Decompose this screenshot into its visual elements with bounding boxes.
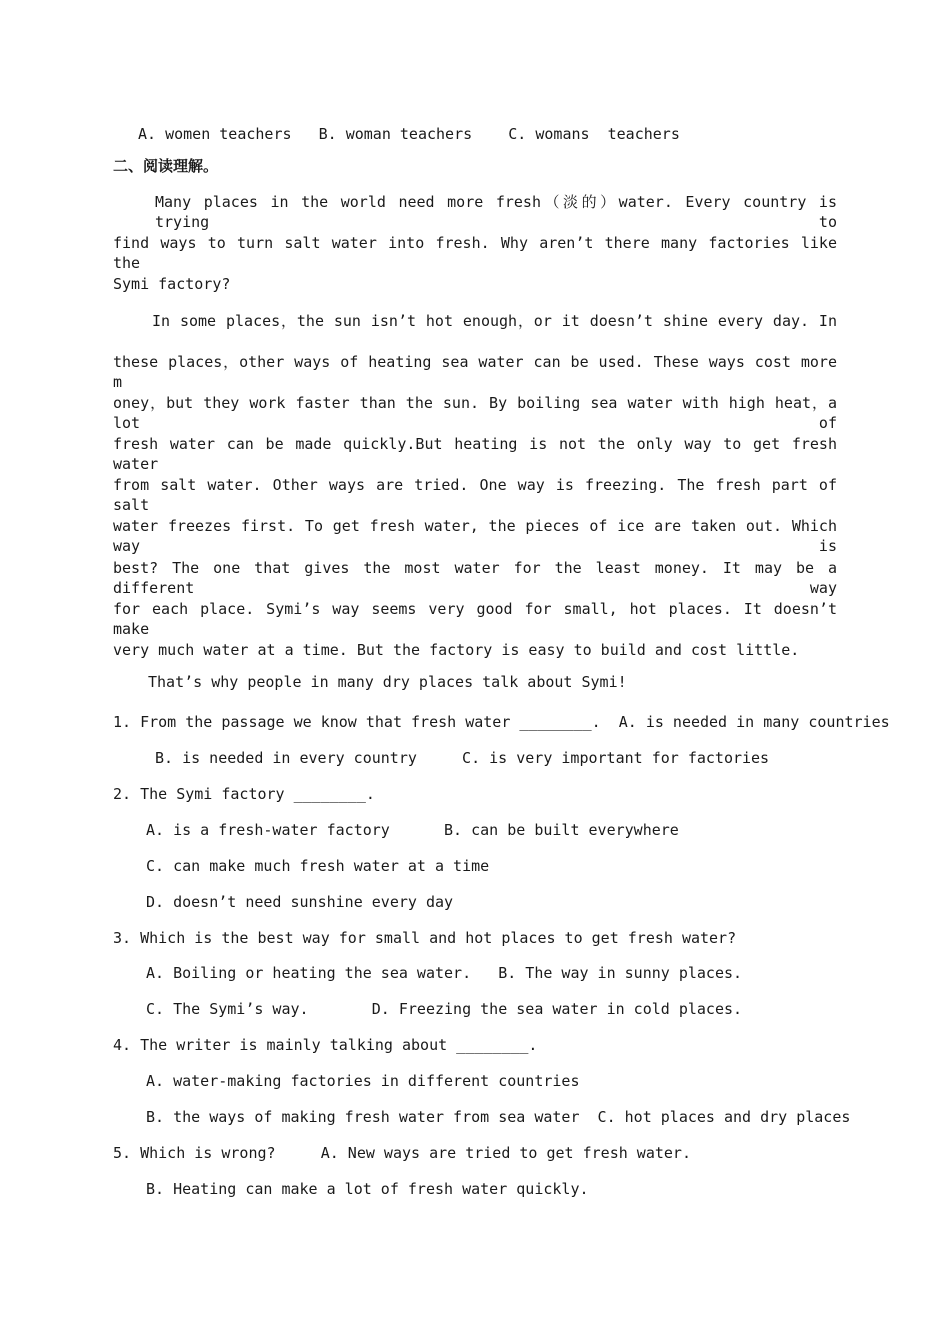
passage-line: best? The one that gives the most water for the least money. It may be a different way xyxy=(113,559,837,597)
question-options: B. is needed in every country C. is very important for factories xyxy=(155,749,770,767)
question-stem: 5. Which is wrong? A. New ways are tried to get fresh water. xyxy=(113,1144,691,1162)
question-options: A. water-making factories in different countries xyxy=(146,1072,580,1090)
question-options: A. is a fresh-water factory B. can be built everywhere xyxy=(146,821,679,839)
question-options: C. The Symi’s way. D. Freezing the sea water in cold places. xyxy=(146,1000,743,1018)
passage-line: That’s why people in many dry places talk about Symi! xyxy=(148,673,627,691)
passage-line: very much water at a time. But the factory is easy to build and cost little. xyxy=(113,641,800,659)
question-options: C. can make much fresh water at a time xyxy=(146,857,490,875)
passage-line: these places，other ways of heating sea water can be used. These ways cost more m xyxy=(113,353,837,391)
question-options: B. the ways of making fresh water from sea water C. hot places and dry places xyxy=(146,1108,851,1126)
question-stem: 2. The Symi factory ________. xyxy=(113,785,375,803)
passage-line: find ways to turn salt water into fresh. Why aren’t there many factories like the xyxy=(113,234,837,272)
passage-line: In some places，the sun isn’t hot enough，or it doesn’t shine every day. In xyxy=(152,312,837,330)
passage-line: water freezes first. To get fresh water, the pieces of ice are taken out. Which way is xyxy=(113,517,837,555)
question-stem: 4. The writer is mainly talking about ________. xyxy=(113,1036,538,1054)
question-stem: 3. Which is the best way for small and hot places to get fresh water? xyxy=(113,929,737,947)
passage-line: Many places in the world need more fresh（淡的）water. Every country is trying to xyxy=(155,193,837,231)
passage-line: fresh water can be made quickly.But heating is not the only way to get fresh water xyxy=(113,435,837,473)
section-title: 二、阅读理解。 xyxy=(113,157,219,175)
question-options: B. Heating can make a lot of fresh water quickly. xyxy=(146,1180,589,1198)
previous-question-options: A. women teachers B. woman teachers C. womans teachers xyxy=(138,125,680,143)
passage-line: Symi factory? xyxy=(113,275,231,293)
question-stem: 1. From the passage we know that fresh water ________. A. is needed in many countries xyxy=(113,713,890,731)
question-options: A. Boiling or heating the sea water. B. The way in sunny places. xyxy=(146,964,743,982)
passage-line: from salt water. Other ways are tried. One way is freezing. The fresh part of salt xyxy=(113,476,837,514)
passage-line: for each place. Symi’s way seems very good for small, hot places. It doesn’t make xyxy=(113,600,837,638)
question-options: D. doesn’t need sunshine every day xyxy=(146,893,454,911)
passage-line: oney，but they work faster than the sun. By boiling sea water with high heat，a lot of xyxy=(113,394,837,432)
